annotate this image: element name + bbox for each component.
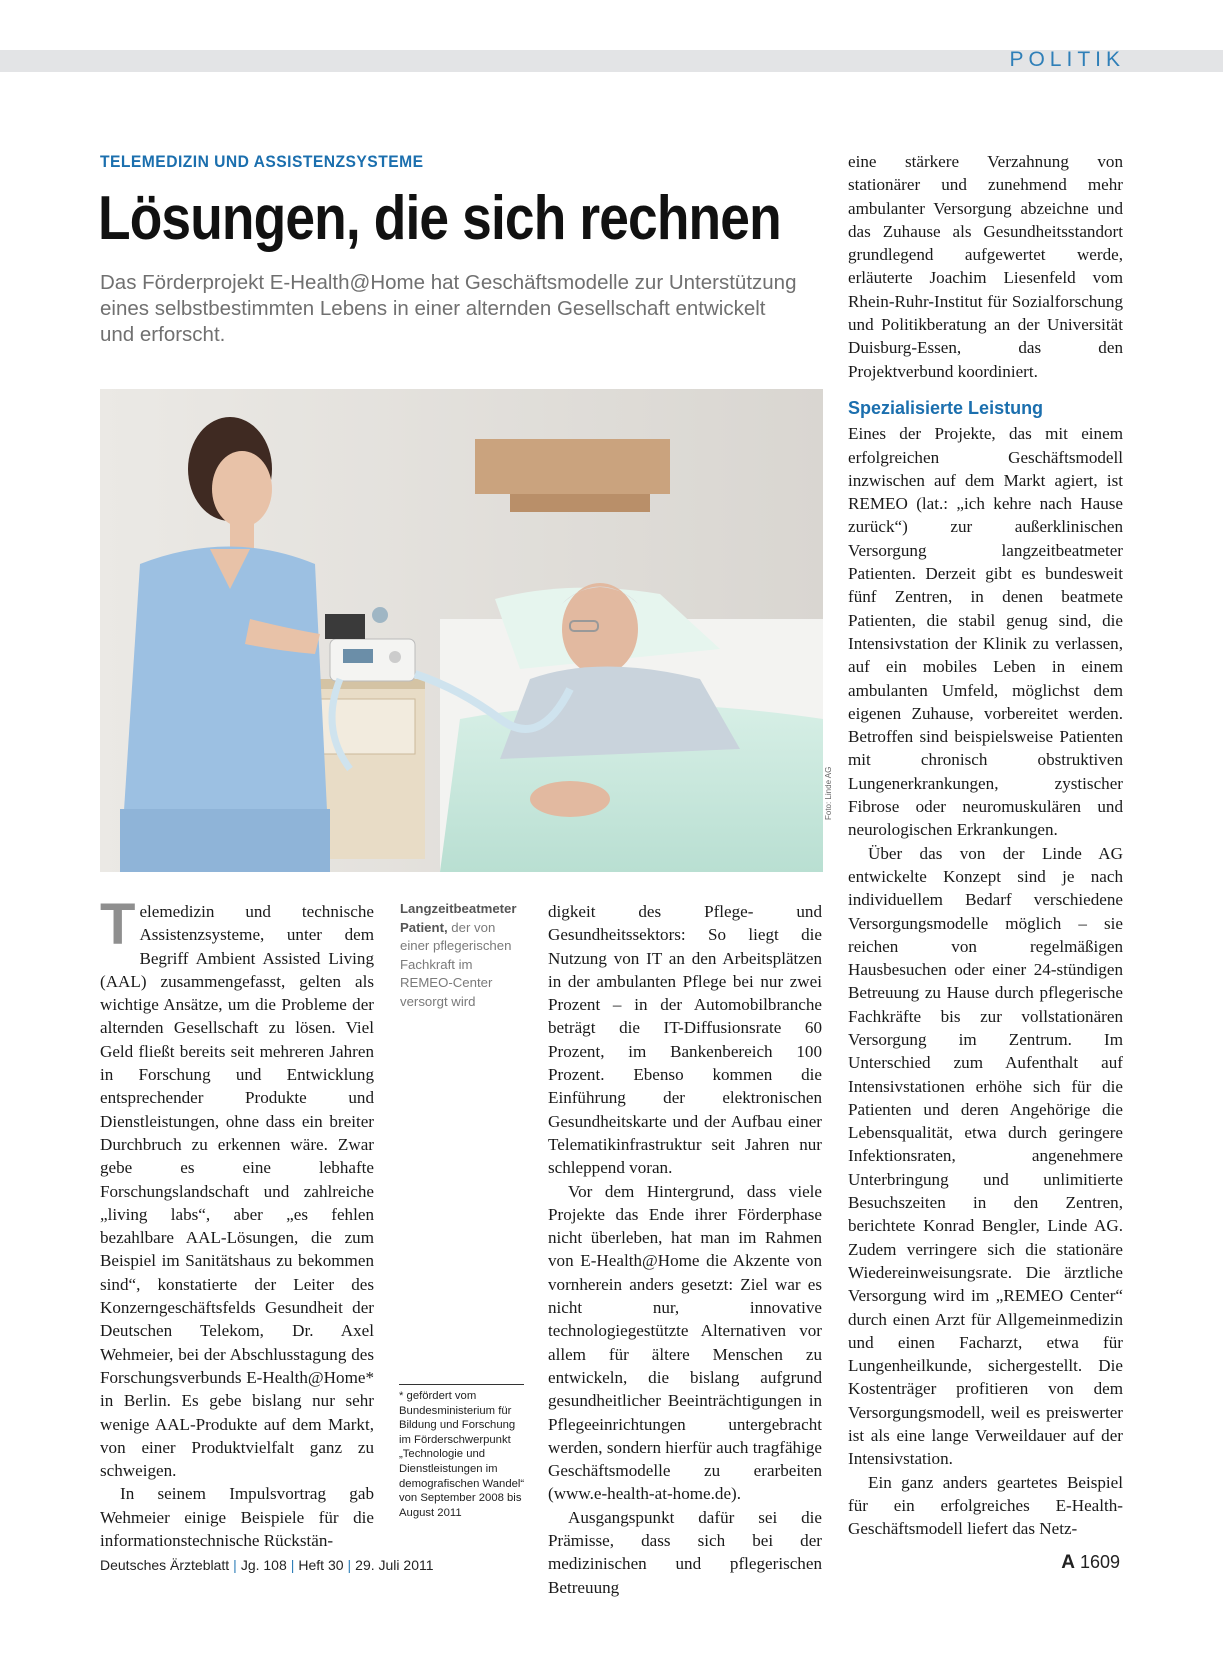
body-column-4 [848,150,1123,1541]
body-paragraph: Ein ganz anders geartetes Beispiel für ein erfolgreiches E-Health-Geschäftsmodell liefert das Netz- [848,1472,1123,1539]
article-headline: Lösungen, die sich rechnen [98,184,781,253]
body-paragraph: eine stärkere Verzahnung von stationärer und zunehmend mehr ambulanter Versorgung abzeichne und das Zuhause als Gesundheitsstandort grundlegend aufgewertet werde, erläuterte Joachim Liesenfeld vom Rhein-Ruhr-Institut für Sozialforschung und Politikberatung an der Universität Duisburg-Essen, das den Projektverbund koordiniert. [848,152,1123,381]
body-column-1 [100,892,374,1552]
page-number [1061,1552,1120,1574]
footnote: * gefördert vom Bundesministerium für Bildung und Forschung im Förderschwerpunkt „Technologie und Dienstleistungen im demografischen Wandel“ von September 2008 bis August 2011 [399,1390,525,1519]
page-prefix: A [1061,1552,1075,1573]
article-photo [100,389,823,872]
article-lead: Das Förderprojekt E-Health@Home hat Geschäftsmodelle zur Unterstützung eines selbstbestimmten Lebens in einer alternden Gesellschaft entwickelt und erforscht. [100,271,797,346]
body-paragraph [100,892,374,1482]
separator: | [347,1557,352,1573]
journal-issue: Heft 30 [298,1557,344,1573]
subheading: Spezialisierte Leistung [848,397,1044,418]
section-label: POLITIK [1009,48,1125,71]
footnote-rule [399,1384,524,1385]
journal-volume: Jg. 108 [240,1557,287,1573]
body-paragraph: Ausgangspunkt dafür sei die Prämisse, dass sich bei der medizinischen und pflegerischen Betreuung [548,1507,822,1597]
body-paragraph: Vor dem Hintergrund, dass viele Projekte das Ende ihrer Förderphase nicht überleben, hat man im Rahmen von E-Health@Home die Akzente von vornherein anders gesetzt: Ziel war es nicht nur, innovative technologiegestützte Alternativen vor allem für ältere Menschen zu entwickeln, die bislang aufgrund gesundheitlicher Beeinträchtigungen in Pflegeeinrichtungen untergebracht werden, sondern hierfür auch tragfähige Geschäftsmodelle zu erarbeiten (www.e-health-at-home.de). [548,1181,822,1504]
page-number-value: 1609 [1079,1552,1120,1572]
article-kicker: TELEMEDIZIN UND ASSISTENZSYSTEME [100,152,424,171]
caption-bold: Langzeitbeatmeter Patient, [400,901,517,935]
photo-credit: Foto: Linde AG [824,766,833,820]
body-paragraph: digkeit des Pflege- und Gesundheitssektors: So liegt die Nutzung von IT an den Arbeitsplätzen in der ambulanten Pflege bei nur zwei Prozent – in der Automobilbranche beträgt die IT-Diffusionsrate 60 Prozent, im Bankenbereich 100 Prozent. Ebenso kommen die Einführung der elektronischen Gesundheitskarte und der Aufbau einer Telematikinfrastruktur seit Jahren nur schleppend voran. [548,902,822,1178]
body-column-3 [548,900,822,1599]
body-paragraph: Eines der Projekte, das mit einem erfolgreichen Geschäftsmodell inzwischen auf dem Markt agiert, ist REMEO (lat.: „ich kehre nach Hause zurück“) zur außerklinischen Versorgung langzeitbeatmeter Patienten. Derzeit gibt es bundesweit fünf Zentren, in denen beatmete Patienten, die stabil genug sind, die Intensivstation der Klinik zu verlassen, auf ein mobiles Leben in einem ambulanten Umfeld, möglichst dem eigenen Zuhause, vorbereitet werden. Betroffen sind beispielsweise Patienten mit chronisch obstruktiven Lungenerkrankungen, zystischer Fibrose oder neuromuskulären und neurologischen Erkrankungen. [848,424,1123,840]
issue-date: 29. Juli 2011 [355,1557,434,1573]
body-paragraph: Über das von der Linde AG entwickelte Konzept sind je nach individuellem Bedarf verschiedene Versorgungsmodelle möglich – sie reichen von regelmäßigen Hausbesuchen oder einer 24-stündigen Betreuung zu Hause durch pflegerische Fachkräfte bis zur vollstationären Versorgung im Zentrum. Im Unterschied zum Aufenthalt auf Intensivstationen erhöhe sich für die Patienten und deren Angehörige die Lebensqualität, etwa durch geringere Infektionsraten, angenehmere Unterbringung und unlimitierte Besuchszeiten in den Zentren, berichtete Konrad Bengler, Linde AG. Zudem verringere sich die stationäre Wiedereinweisungsrate. Die ärztliche Versorgung wird im „REMEO Center“ durch einen Arzt für Allgemeinmedizin und einen Facharzt, etwa für Lungenheilkunde, sichergestellt. Die Kostenträger profitieren von dem Versorgungsmodell, weil es preiswerter ist als eine lange Verweildauer auf der Intensivstation. [848,843,1123,1469]
separator: | [290,1557,295,1573]
footer-citation [100,1557,434,1573]
body-paragraph: In seinem Impulsvortrag gab Wehmeier einige Beispiele für die informationstechnische Rückstän- [100,1484,374,1551]
photo-caption [400,900,528,1012]
separator: | [233,1557,237,1573]
drop-cap: T [100,892,136,957]
paragraph-text: elemedizin und technische Assistenzsysteme, unter dem Begriff Ambient Assisted Living (AAL) zusammengefasst, gelten als wichtige Ansätze, um die Probleme der alternden Gesellschaft zu lösen. Viel Geld fließt bereits seit mehreren Jahren in Forschung und Entwicklung entsprechender Produkte und Dienstleistungen, ohne dass ein breiter Durchbruch zu erkennen wäre. Zwar gebe es eine lebhafte Forschungslandschaft und zahlreiche „living labs“, aber „es fehlen bezahlbare AAL-Lösungen, die zum Beispiel im Sanitätshaus zu bekommen sind“, konstatierte der Leiter des Konzerngeschäftsfelds Gesundheit der Deutschen Telekom, Dr. Axel Wehmeier, bei der Abschlusstagung des Forschungsverbunds E-Health@Home* in Berlin. Es gebe bislang nur sehr wenige AAL-Produkte auf dem Markt, von einer Produktvielfalt ganz zu schweigen. [100,902,374,1481]
caption-text: der von einer pflegerischen Fachkraft im REMEO-Center versorgt wird [400,919,512,1009]
nurse-patient-photo [100,389,823,872]
journal-name: Deutsches Ärzteblatt [100,1557,230,1573]
